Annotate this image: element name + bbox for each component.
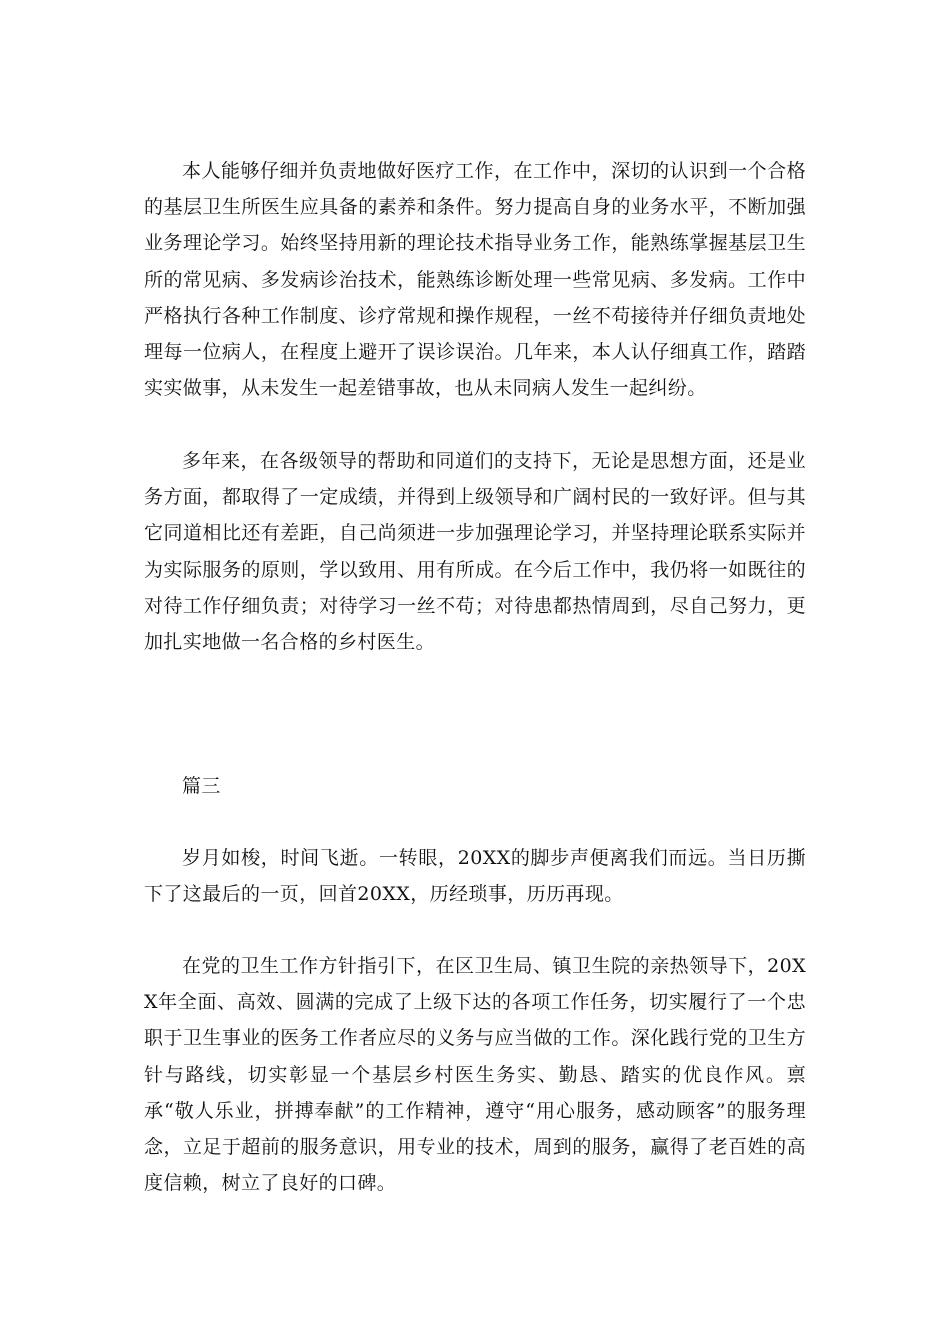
paragraph-4: 在党的卫生工作方针指引下，在区卫生局、镇卫生院的亲热领导下，20XX年全面、高效、圆满的完成了上级下达的各项工作任务，切实履行了一个忠职于卫生事业的医务工作者应尽的义务与应当做的工作。深化践行党的卫生方针与路线，切实彰显一个基层乡村医生务实、勤恳、踏实的优良作风。禀承“敬人乐业，拼搏奉献”的工作精神，遵守“用心服务，感动顾客”的服务理念，立足于超前的服务意识，用专业的技术，周到的服务，赢得了老百姓的高度信赖，树立了良好的口碑。 xyxy=(144,955,806,1195)
paragraph-2-container xyxy=(144,443,806,660)
paragraph-1: 本人能够仔细并负责地做好医疗工作，在工作中，深切的认识到一个合格的基层卫生所医生应具备的素养和条件。努力提高自身的业务水平，不断加强业务理论学习。始终坚持用新的理论技术指导业务工作，能熟练掌握基层卫生所的常见病、多发病诊治技术，能熟练诊断处理一些常见病、多发病。工作中严格执行各种工作制度、诊疗常规和操作规程，一丝不苟接待并仔细负责地处理每一位病人，在程度上避开了误诊误治。几年来，本人认仔细真工作，踏踏实实做事，从未发生一起差错事故，也从未同病人发生一起纠纷。 xyxy=(144,160,806,400)
paragraph-1-container xyxy=(144,153,806,406)
paragraph-3: 岁月如梭，时间飞逝。一转眼，20XX的脚步声便离我们而远。当日历撕下了这最后的一页，回首20XX，历经琐事，历历再现。 xyxy=(144,847,806,906)
paragraph-2: 多年来，在各级领导的帮助和同道们的支持下，无论是思想方面，还是业务方面，都取得了一定成绩，并得到上级领导和广阔村民的一致好评。但与其它同道相比还有差距，自己尚须进一步加强理论学习，并坚持理论联系实际并为实际服务的原则，学以致用、用有所成。在今后工作中，我仍将一如既往的对待工作仔细负责；对待学习一丝不苟；对待患都热情周到，尽自己努力，更加扎实地做一名合格的乡村医生。 xyxy=(144,450,806,654)
paragraph-4-container xyxy=(144,948,806,1201)
section-heading: 篇三 xyxy=(182,775,221,797)
paragraph-3-container xyxy=(144,840,806,912)
section-heading-container xyxy=(144,768,806,804)
